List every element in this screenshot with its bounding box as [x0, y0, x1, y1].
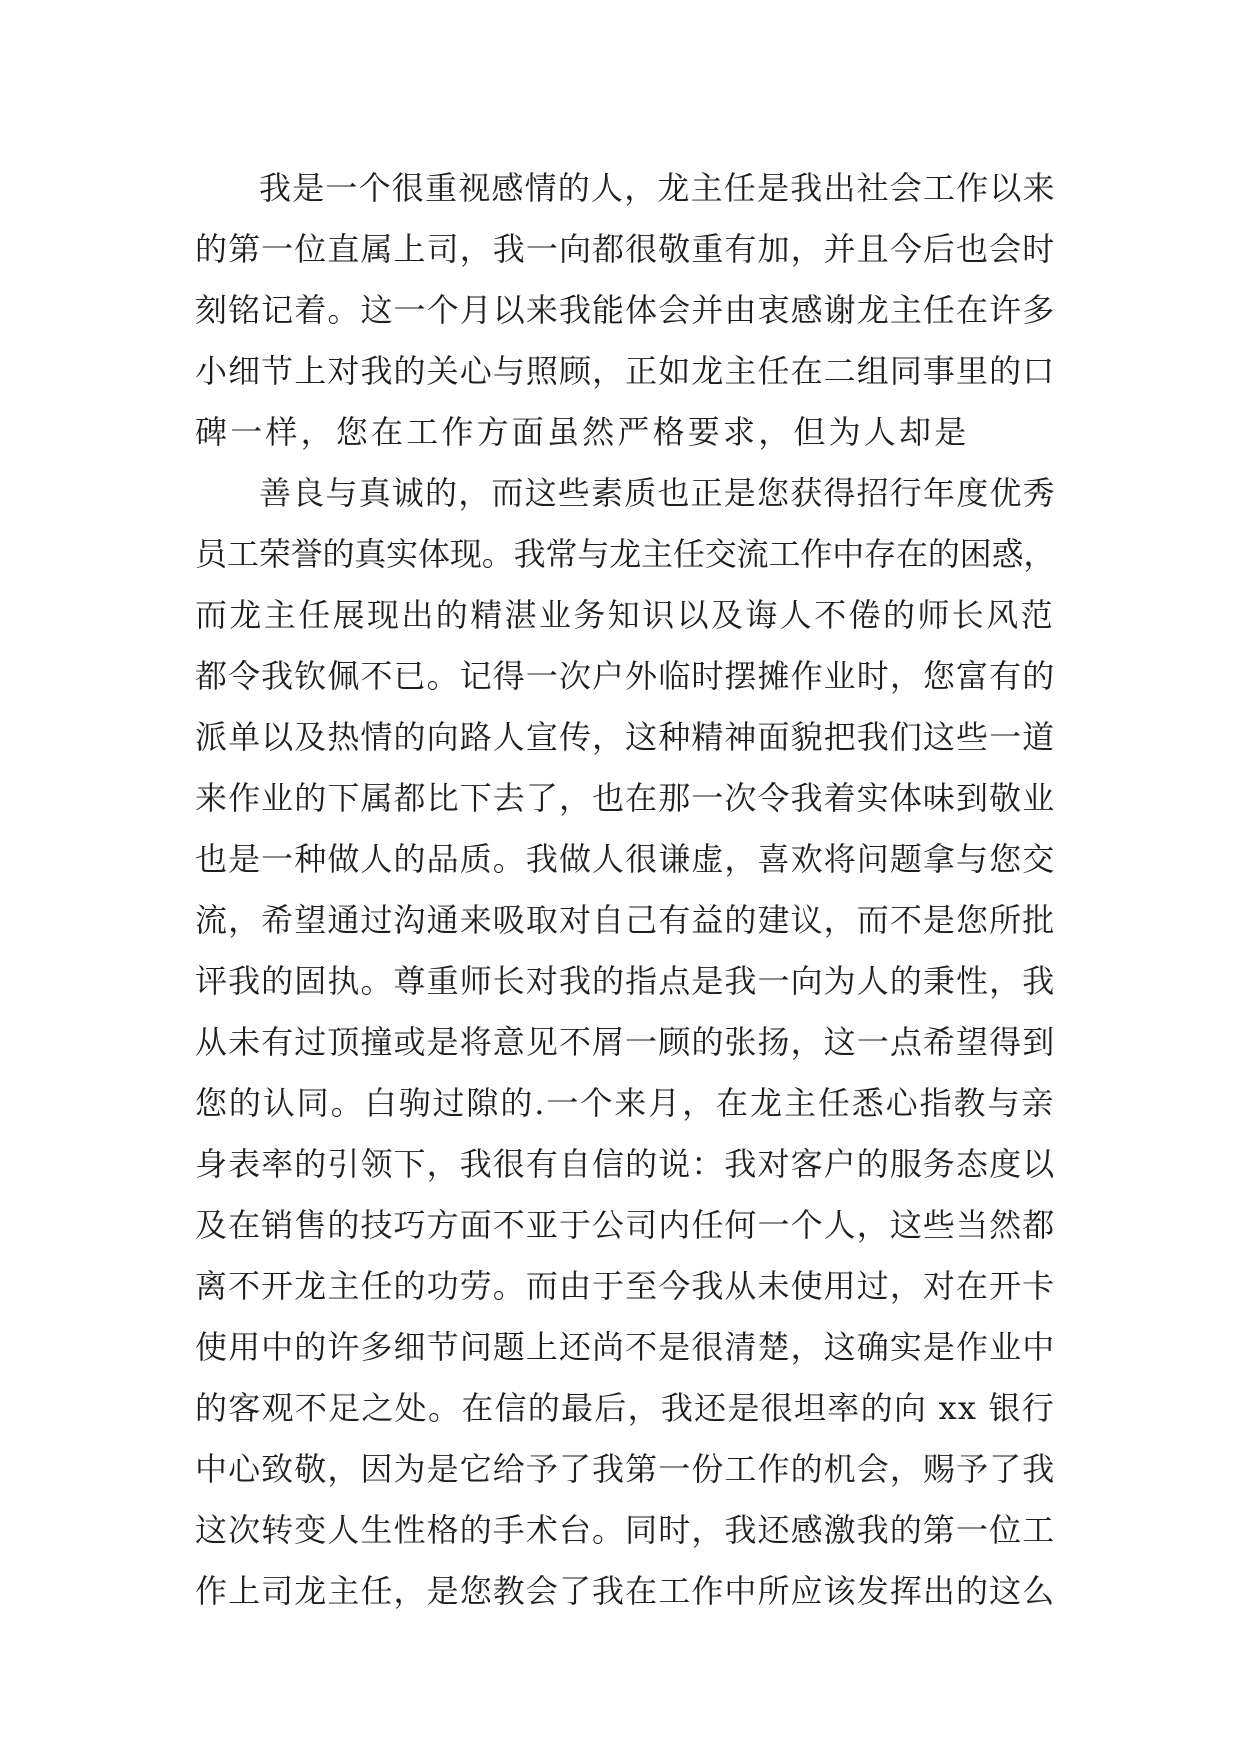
paragraph-1	[195, 158, 1055, 463]
text-line: 这次转变人生性格的手术台。同时，我还感激我的第一位工	[195, 1511, 1055, 1549]
text-line: 善良与真诚的，而这些素质也正是您获得招行年度优秀	[259, 474, 1056, 512]
text-line: 从未有过顶撞或是将意见不屑一顾的张扬，这一点希望得到	[195, 1023, 1055, 1061]
text-line: 也是一种做人的品质。我做人很谦虚，喜欢将问题拿与您交	[195, 840, 1055, 878]
text-line: 评我的固执。尊重师长对我的指点是我一向为人的秉性，我	[195, 962, 1055, 1000]
text-line: 作上司龙主任，是您教会了我在工作中所应该发挥出的这么	[195, 1572, 1055, 1610]
text-line: 您的认同。白驹过隙的.一个来月，在龙主任悉心指教与亲	[195, 1084, 1055, 1122]
text-line: 都令我钦佩不已。记得一次户外临时摆摊作业时，您富有的	[195, 657, 1055, 695]
text-line: 流，希望通过沟通来吸取对自己有益的建议，而不是您所批	[195, 901, 1055, 939]
text-line: 而龙主任展现出的精湛业务知识以及诲人不倦的师长风范	[195, 596, 1056, 634]
letter-body	[195, 158, 1055, 1622]
text-line: 派单以及热情的向路人宣传，这种精神面貌把我们这些一道	[195, 718, 1055, 756]
text-line: 中心致敬，因为是它给予了我第一份工作的机会，赐予了我	[195, 1450, 1055, 1488]
text-line: 使用中的许多细节问题上还尚不是很清楚，这确实是作业中	[195, 1328, 1055, 1366]
text-line: 小细节上对我的关心与照顾，正如龙主任在二组同事里的口	[195, 352, 1055, 390]
text-line: 的第一位直属上司，我一向都很敬重有加，并且今后也会时	[195, 230, 1055, 268]
paragraph-2	[195, 463, 1055, 1622]
text-line: 碑一样，您在工作方面虽然严格要求，但为人却是	[195, 413, 970, 451]
text-line: 来作业的下属都比下去了，也在那一次令我着实体味到敬业	[195, 779, 1055, 817]
text-line: 我是一个很重视感情的人，龙主任是我出社会工作以来	[259, 169, 1056, 207]
text-line: 身表率的引领下，我很有自信的说：我对客户的服务态度以	[195, 1145, 1055, 1183]
text-line: 离不开龙主任的功劳。而由于至今我从未使用过，对在开卡	[195, 1267, 1055, 1305]
text-line: 的客观不足之处。在信的最后，我还是很坦率的向 xx 银行	[195, 1389, 1055, 1427]
text-line: 员工荣誉的真实体现。我常与龙主任交流工作中存在的困惑，	[195, 535, 1055, 573]
text-line: 刻铭记着。这一个月以来我能体会并由衷感谢龙主任在许多	[195, 291, 1055, 329]
text-line: 及在销售的技巧方面不亚于公司内任何一个人，这些当然都	[195, 1206, 1055, 1244]
